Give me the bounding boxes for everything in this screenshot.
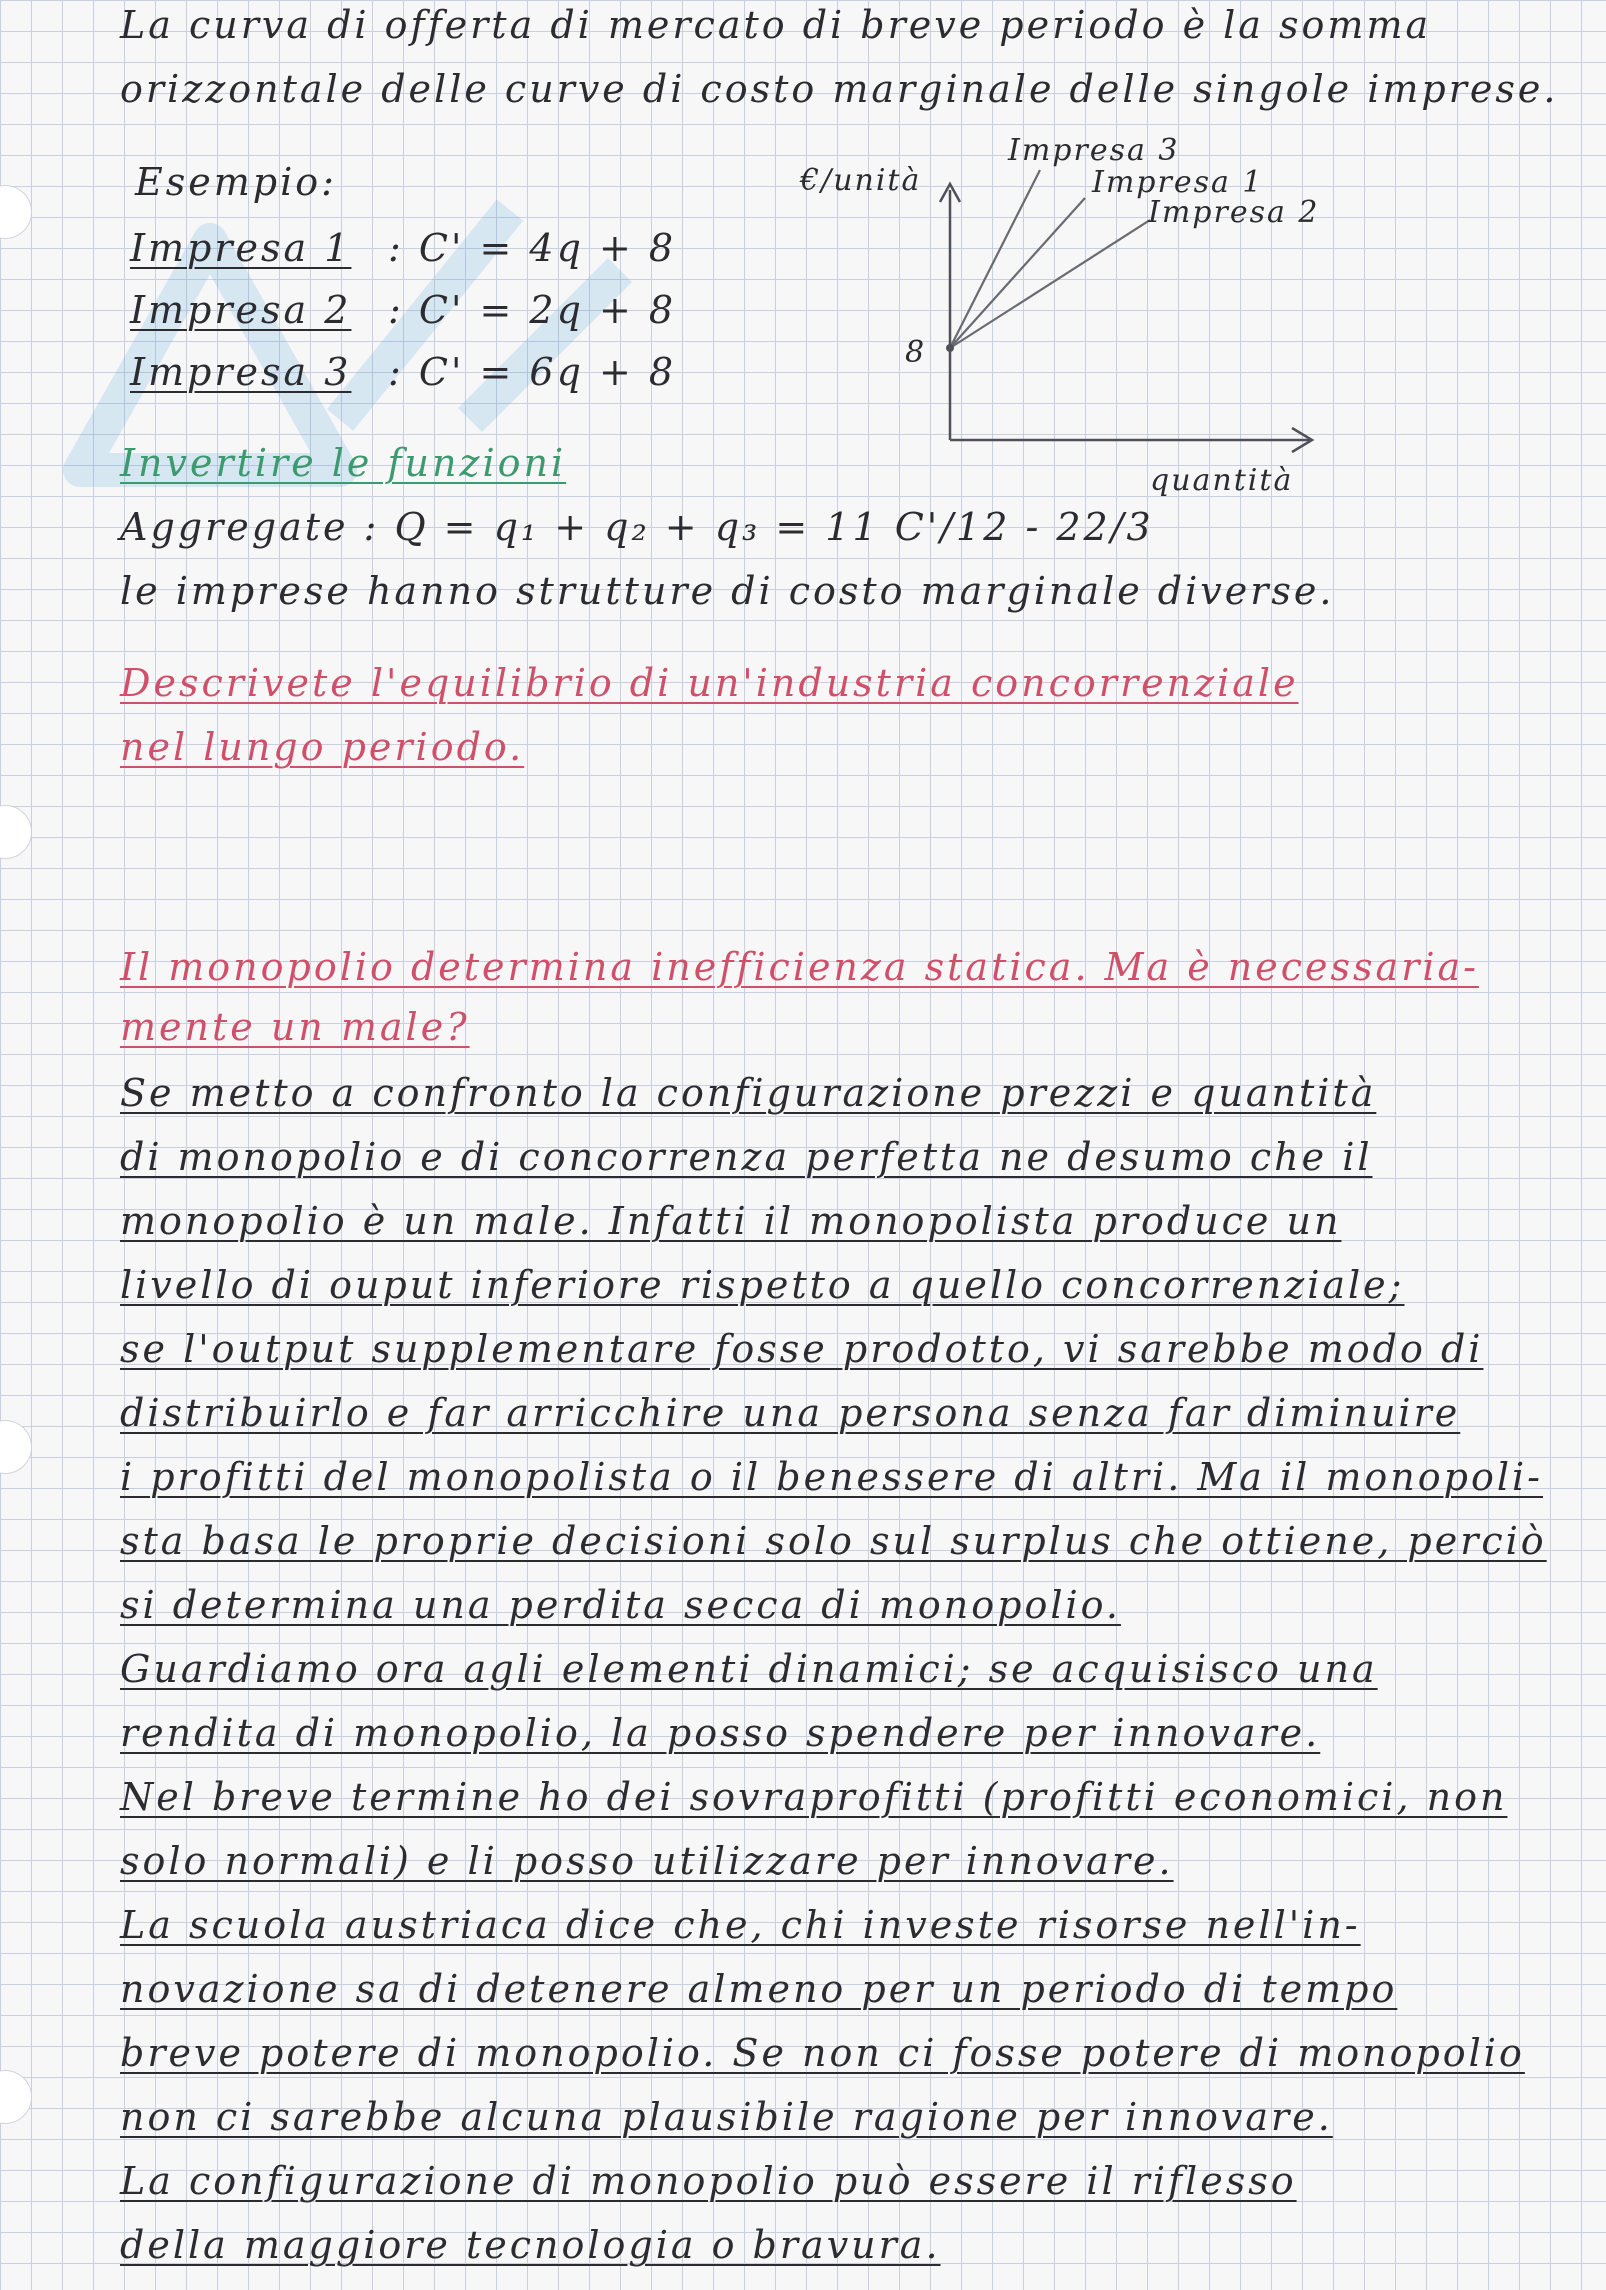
example-row-formula: : C' = 6q + 8	[388, 350, 677, 394]
answer-line: Guardiamo ora agli elementi dinamici; se acquisisco una	[120, 1647, 1378, 1691]
example-row-name: Impresa 1	[130, 226, 352, 270]
example-row-name: Impresa 2	[130, 288, 352, 332]
curve-impresa-3	[950, 170, 1040, 348]
answer-line: si determina una perdita secca di monopolio.	[120, 1583, 1121, 1627]
example-row-name: Impresa 3	[130, 350, 352, 394]
answer-line: non ci sarebbe alcuna plausibile ragione per innovare.	[120, 2095, 1333, 2139]
answer-line: livello di ouput inferiore rispetto a quello concorrenziale;	[120, 1263, 1405, 1307]
answer-line: La scuola austriaca dice che, chi investe risorse nell'in-	[120, 1903, 1361, 1947]
intro-line-1: La curva di offerta di mercato di breve periodo è la somma	[120, 3, 1432, 47]
answer-line: i profitti del monopolista o il benessere di altri. Ma il monopoli-	[120, 1455, 1544, 1499]
y-axis-label: €/unità	[800, 163, 922, 198]
answer-line: sta basa le proprie decisioni solo sul surplus che ottiene, perciò	[120, 1519, 1547, 1563]
question-2-line-1: Il monopolio determina inefficienza statica. Ma è necessaria-	[120, 945, 1480, 989]
intro-line-2: orizzontale delle curve di costo marginale delle singole imprese.	[120, 67, 1559, 111]
binder-hole	[0, 1420, 32, 1474]
answer-line: Nel breve termine ho dei sovraprofitti (profitti economici, non	[120, 1775, 1508, 1819]
answer-line: distribuirlo e far arricchire una persona senza far diminuire	[120, 1391, 1461, 1435]
answer-line: della maggiore tecnologia o bravura.	[120, 2223, 941, 2267]
intercept-label: 8	[905, 335, 927, 370]
question-1-line-1: Descrivete l'equilibrio di un'industria concorrenziale	[120, 661, 1299, 705]
binder-hole	[0, 805, 32, 859]
invert-heading: Invertire le funzioni	[120, 441, 567, 485]
example-row-formula: : C' = 2q + 8	[388, 288, 677, 332]
aggregate-formula: Aggregate : Q = q₁ + q₂ + q₃ = 11 C'/12 - 22/3	[120, 505, 1154, 549]
question-1-line-2: nel lungo periodo.	[120, 725, 525, 769]
curve-impresa-2	[950, 220, 1150, 348]
example-row-formula: : C' = 4q + 8	[388, 226, 677, 270]
answer-line: di monopolio e di concorrenza perfetta ne desumo che il	[120, 1135, 1373, 1179]
curve-impresa-1	[950, 198, 1085, 348]
answer-line: se l'output supplementare fosse prodotto, vi sarebbe modo di	[120, 1327, 1484, 1371]
answer-line: novazione sa di detenere almeno per un periodo di tempo	[120, 1967, 1398, 2011]
x-axis-label: quantità	[1150, 463, 1294, 498]
binder-hole	[0, 2070, 32, 2124]
answer-line: breve potere di monopolio. Se non ci fosse potere di monopolio	[120, 2031, 1525, 2075]
answer-line: rendita di monopolio, la posso spendere per innovare.	[120, 1711, 1321, 1755]
intercept-point	[946, 344, 954, 352]
curve-label-impresa-3: Impresa 3	[1008, 133, 1180, 168]
answer-line: monopolio è un male. Infatti il monopolista produce un	[120, 1199, 1342, 1243]
answer-line: La configurazione di monopolio può essere il riflesso	[120, 2159, 1297, 2203]
binder-hole	[0, 185, 32, 239]
curve-label-impresa-2: Impresa 2	[1148, 195, 1320, 230]
example-label: Esempio:	[135, 160, 337, 204]
question-2-line-2: mente un male?	[120, 1005, 470, 1049]
curve-label-impresa-1: Impresa 1	[1092, 165, 1264, 200]
invert-note: le imprese hanno strutture di costo marginale diverse.	[120, 569, 1335, 613]
answer-line: solo normali) e li posso utilizzare per innovare.	[120, 1839, 1174, 1883]
answer-line: Se metto a confronto la configurazione prezzi e quantità	[120, 1071, 1377, 1115]
